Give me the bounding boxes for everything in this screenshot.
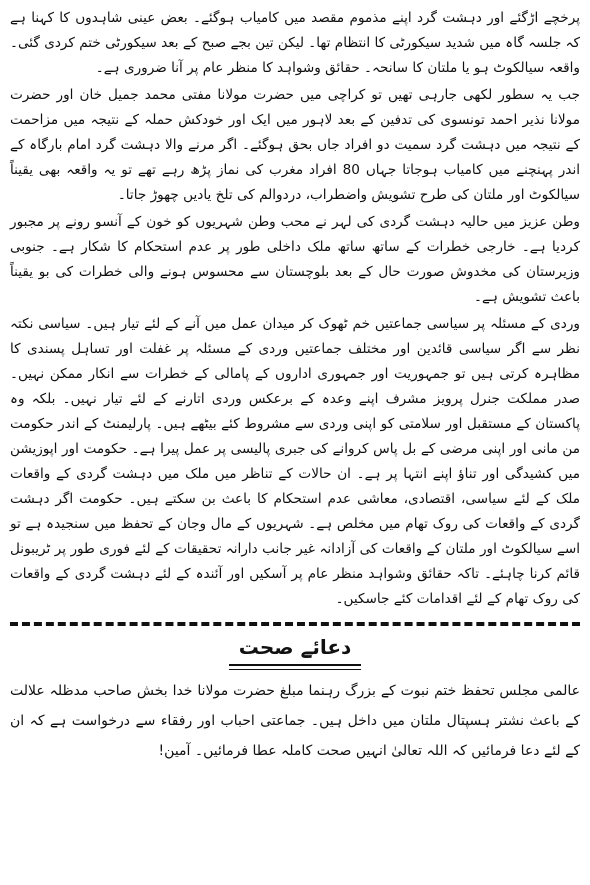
prayer-heading: دعائے صحت [229, 632, 362, 666]
article-paragraph-4: وردی کے مسئلہ پر سیاسی جماعتیں خم ٹھوک کر میدان عمل میں آنے کے لئے تیار ہیں۔ سیاسی نکتہ نظر سے اگر سیاسی قائدین اور مختلف جماعتیں وردی کے مسئلہ پر غفلت اور تساہل پسندی کا مظاہرہ کرتی ہیں تو جمہوریت اور جمہوری اداروں کے پامالی کے خطرات سے انکار ممکن نہیں۔ صدر مملکت جنرل پرویز مشرف اپنے وعدہ کے برعکس وردی اتارنے کے لئے تیار نہیں۔ بلکہ وہ پاکستان کے مستقبل اور سلامتی کو اپنی وردی سے مشروط کئے بیٹھے ہیں۔ پارلیمنٹ کے اندر حکومت من مانی اور اپنی مرضی کے بل پاس کروانے کی جبری پالیسی پر عمل پیرا ہے۔ حکومت اور اپوزیشن میں کشیدگی اور تناؤ اپنے انتہا پر ہے۔ ان حالات کے تناظر میں ملک میں دہشت گردی کے واقعات ملک کے لئے سیاسی، اقتصادی، معاشی عدم استحکام کا باعث بن سکتے ہیں۔ حکومت اگر دہشت گردی کے واقعات کی روک تھام میں مخلص ہے۔ شہریوں کے مال وجان کے تحفظ میں سنجیدہ ہے تو اسے سیالکوٹ اور ملتان کے واقعات کی آزادانہ غیر جانب دارانہ تحقیقات کے لئے فوری طور پر ٹریبونل قائم کرنا چاہئے۔ تاکہ حقائق وشواہد منظر عام پر آسکیں اور آئندہ کے لئے دہشت گردی کے واقعات کی روک تھام کے لئے اقدامات کئے جاسکیں۔ [10, 316, 580, 607]
article-paragraph-1: پرخچے اڑگئے اور دہشت گرد اپنے مذموم مقصد میں کامیاب ہوگئے۔ بعض عینی شاہدوں کا کہنا ہے کہ جلسہ گاہ میں شدید سیکورٹی کا انتظام تھا۔ لیکن تین بجے صبح کے بعد سیکورٹی ختم کردی گئی۔ واقعہ سیالکوٹ ہو یا ملتان کا سانحہ۔ حقائق وشواہد کا منظر عام پر آنا ضروری ہے۔ [10, 10, 580, 76]
prayer-notice: عالمی مجلس تحفظ ختم نبوت کے بزرگ رہنما مبلغ حضرت مولانا خدا بخش صاحب مدظلہ علالت کے باعث نشتر ہسپتال ملتان میں داخل ہیں۔ جماعتی احباب اور رفقاء سے درخواست ہے کہ ان کے لئے دعا فرمائیں کہ اللہ تعالیٰ انہیں صحت کاملہ عطا فرمائیں۔ آمین! [10, 683, 580, 759]
prayer-heading-wrap [10, 632, 580, 666]
article-paragraph-2: جب یہ سطور لکھی جارہی تھیں تو کراچی میں حضرت مولانا مفتی محمد جمیل خان اور حضرت مولانا نذیر احمد تونسوی کی تدفین کے بعد لاہور میں ایک اور خودکش حملہ کے نتیجہ میں مزاحمت کے نتیجہ میں دہشت گرد سمیت دو افراد جاں بحق ہوگئے۔ اگر مرنے والا دہشت گرد امام بارگاہ کے اندر پہنچنے میں کامیاب ہوجاتا جہاں 80 افراد مغرب کی نماز پڑھ رہے تھے تو یہ واقعہ بھی یقیناً سیالکوٹ اور ملتان کی طرح تشویش واضطراب، دردوالم کی تلخ یادیں چھوڑ جاتا۔ [10, 87, 581, 203]
section-divider [10, 622, 580, 626]
article-paragraph-3: وطن عزیز میں حالیہ دہشت گردی کی لہر نے محب وطن شہریوں کو خون کے آنسو رونے پر مجبور کردیا ہے۔ خارجی خطرات کے ساتھ ساتھ ملک داخلی طور پر عدم استحکام کا شکار ہے۔ جنوبی وزیرستان کی مخدوش صورت حال کے بعد بلوچستان سے محسوس ہونے والی خطرات کی بو یقیناً باعث تشویش ہے۔ [10, 214, 580, 305]
